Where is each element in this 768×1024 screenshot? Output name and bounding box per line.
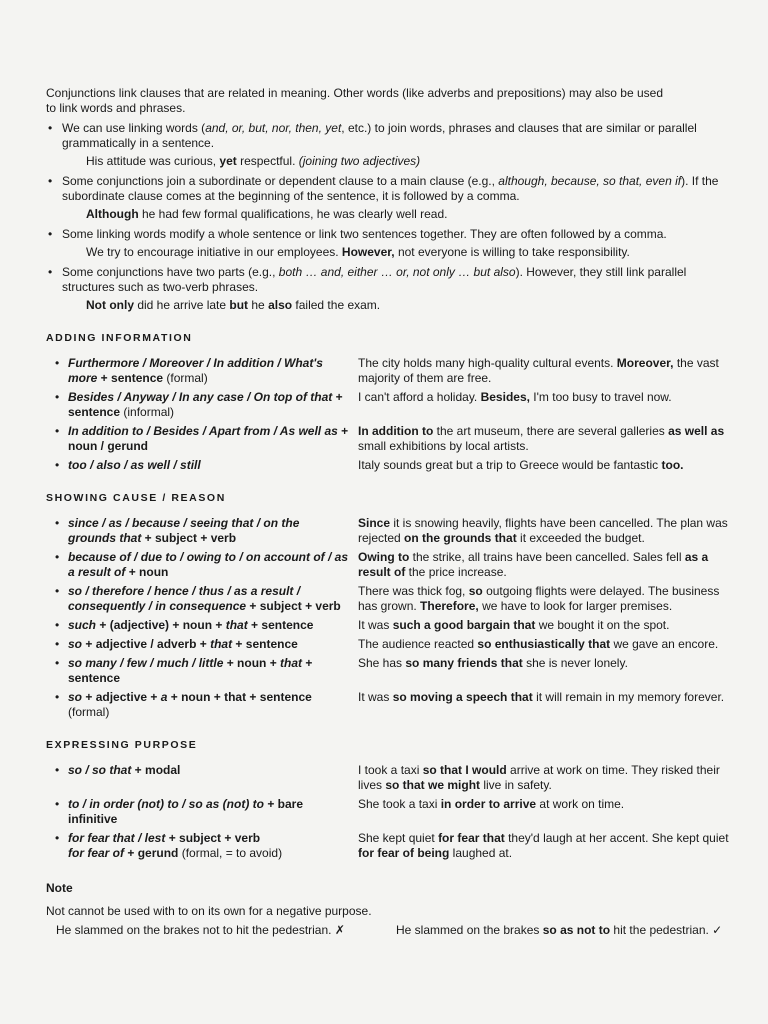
example-text: The audience reacted (358, 637, 478, 651)
grammar-page (46, 86, 736, 938)
example-cell (358, 550, 736, 580)
form-words: that (210, 637, 233, 651)
form-register: (formal) (163, 371, 208, 385)
form-pattern: + gerund (124, 846, 179, 860)
example-text: The city holds many high-quality cultural events. (358, 356, 617, 370)
example-keyword: Although (86, 207, 139, 221)
rule-example (46, 207, 736, 222)
note-examples (46, 923, 736, 938)
example-keyword: so as not to (542, 923, 611, 937)
example-note: (joining two adjectives) (298, 154, 421, 168)
example-text: He slammed on the brakes (396, 923, 543, 937)
example-keyword: so (468, 584, 483, 598)
example-text: His attitude was curious, (86, 154, 220, 168)
example-cell (358, 831, 736, 861)
table-row (46, 690, 736, 720)
form-words: Furthermore / Moreover / In addition / What's more (68, 356, 323, 385)
example-text: outgoing flights were delayed. The business has grown. (358, 584, 720, 613)
bullet-text: Some conjunctions join a subordinate or dependent clause to a main clause (e.g., (62, 174, 499, 188)
example-text: at work on time. (536, 797, 625, 811)
example-keyword: Since (358, 516, 391, 530)
bullet-text: ). However, they still link parallel structures such as two-verb phrases. (62, 265, 687, 294)
example-cell (358, 458, 736, 473)
example-text: She took a taxi (358, 797, 441, 811)
rule-example (46, 298, 736, 313)
form-cell (46, 637, 358, 652)
table-row (46, 797, 736, 827)
form-words: so (68, 637, 83, 651)
form-register: (formal, = to avoid) (178, 846, 283, 860)
bullet-text: Some linking words modify a whole sentence or link two sentences together. They are often followed by a comma. (62, 227, 667, 241)
example-text: I'm too busy to travel now. (529, 390, 672, 404)
form-cell (46, 356, 358, 386)
example-text: live in safety. (480, 778, 552, 792)
form-pattern: + (adjective) + noun + (96, 618, 226, 632)
example-text: they'd laugh at her accent. She kept quiet (504, 831, 729, 845)
form-cell (46, 690, 358, 720)
form-pattern: + subject + verb (246, 599, 341, 613)
example-keyword: for fear that (438, 831, 505, 845)
example-text: not everyone is willing to take responsibility. (394, 245, 630, 259)
intro-line-2: to link words and phrases. (46, 101, 186, 115)
example-keyword: Not only (86, 298, 134, 312)
example-text: we gave an encore. (610, 637, 719, 651)
bullet-linking-words: although, because, so that, even if (498, 174, 682, 188)
example-text: he had few formal qualifications, he was clearly well read. (138, 207, 448, 221)
example-text: There was thick fog, (358, 584, 469, 598)
form-words: such (68, 618, 97, 632)
example-keyword: but (229, 298, 249, 312)
section-heading-adding: ADDING INFORMATION (46, 332, 193, 344)
rule-bullet (46, 121, 736, 151)
rule-bullet (46, 174, 736, 204)
rule-bullet (46, 227, 736, 242)
intro-line-1: Conjunctions link clauses that are related in meaning. Other words (like adverbs and prepositions) may also be used (46, 86, 663, 100)
example-keyword: yet (219, 154, 237, 168)
form-pattern: + adjective / adverb + (82, 637, 211, 651)
example-cell (358, 763, 736, 793)
example-text: we bought it on the spot. (535, 618, 670, 632)
form-words: for fear of (68, 846, 125, 860)
form-register: (formal) (68, 705, 110, 719)
form-pattern: + noun + that + sentence (167, 690, 312, 704)
example-cell (358, 356, 736, 386)
section-heading-cause: SHOWING CAUSE / REASON (46, 492, 226, 504)
example-text: the vast majority of them are free. (358, 356, 719, 385)
example-cell (358, 656, 736, 686)
example-keyword: so that I would (422, 763, 507, 777)
form-words: that (225, 618, 248, 632)
table-row (46, 516, 736, 546)
form-words: since / as / because / seeing that / on the grounds that (68, 516, 300, 545)
form-pattern: + sentence (97, 371, 164, 385)
example-keyword: Moreover, (616, 356, 674, 370)
example-cell (358, 690, 736, 720)
form-cell (46, 797, 358, 827)
example-text: I took a taxi (358, 763, 423, 777)
example-keyword: also (268, 298, 293, 312)
form-pattern: + sentence (68, 656, 313, 685)
table-row (46, 656, 736, 686)
form-cell (46, 458, 358, 473)
form-cell (46, 831, 358, 861)
example-keyword: on the grounds that (404, 531, 517, 545)
example-cell (358, 390, 736, 420)
example-text: She has (358, 656, 406, 670)
section-heading-purpose: EXPRESSING PURPOSE (46, 739, 198, 751)
example-keyword: In addition to (358, 424, 434, 438)
form-words: because of / due to / owing to / on account of / as a result of (68, 550, 349, 579)
form-words: for fear that / lest (68, 831, 166, 845)
example-cell (358, 637, 736, 652)
bullet-linking-words: both … and, either … or, not only … but also (278, 265, 516, 279)
example-keyword: Therefore, (420, 599, 479, 613)
bullet-text: We can use linking words ( (62, 121, 206, 135)
bullet-text: ). If the subordinate clause comes at the beginning of the sentence, it is followed by a comma. (62, 174, 719, 203)
example-keyword: so that we might (385, 778, 481, 792)
example-keyword: so many friends that (405, 656, 523, 670)
form-words: too / also / as well / still (68, 458, 201, 472)
example-text: the price increase. (405, 565, 507, 579)
example-text: we have to look for larger premises. (478, 599, 673, 613)
example-keyword: as a result of (358, 550, 709, 579)
form-pattern: + sentence (232, 637, 298, 651)
table-row (46, 831, 736, 861)
example-text: It was (358, 618, 393, 632)
note-heading: Note (46, 881, 73, 895)
incorrect-example: He slammed on the brakes not to hit the pedestrian. ✗ (56, 923, 345, 937)
example-keyword: as well as (668, 424, 725, 438)
example-text: She kept quiet (358, 831, 439, 845)
example-text: the strike, all trains have been cancelled. Sales fell (409, 550, 685, 564)
example-text: he (248, 298, 269, 312)
example-keyword: such a good bargain that (392, 618, 536, 632)
example-keyword: However, (341, 245, 395, 259)
example-text: It was (358, 690, 393, 704)
table-row (46, 763, 736, 793)
example-text: small exhibitions by local artists. (358, 439, 529, 453)
example-text: laughed at. (449, 846, 513, 860)
example-cell (358, 584, 736, 614)
form-pattern: + adjective + (82, 690, 161, 704)
example-text: it is snowing heavily, flights have been cancelled. The plan was rejected (358, 516, 728, 545)
form-words: that (280, 656, 303, 670)
table-row (46, 424, 736, 454)
example-cell (358, 797, 736, 827)
example-cell (358, 424, 736, 454)
form-cell (46, 424, 358, 454)
bullet-text: , etc.) to join words, phrases and clauses that are similar or parallel grammatically in a sentence. (62, 121, 697, 150)
example-text: respectful. (236, 154, 299, 168)
example-text: failed the exam. (292, 298, 381, 312)
example-text: arrive at work on time. They risked their lives (358, 763, 720, 792)
form-pattern: + bare infinitive (68, 797, 304, 826)
rule-example (46, 245, 736, 260)
form-cell (46, 584, 358, 614)
correct-example (396, 923, 736, 938)
form-pattern: + noun + (223, 656, 281, 670)
rule-bullet (46, 265, 736, 295)
table-row (46, 618, 736, 633)
example-text: she is never lonely. (522, 656, 628, 670)
form-cell (46, 656, 358, 686)
example-text: hit the pedestrian. ✓ (610, 923, 723, 937)
intro (46, 86, 736, 116)
bullet-text: Some conjunctions have two parts (e.g., (62, 265, 279, 279)
form-pattern: + subject + verb (165, 831, 261, 845)
example-keyword: Besides, (480, 390, 530, 404)
form-words: In addition to / Besides / Apart from / As well as (68, 424, 338, 438)
form-cell (46, 516, 358, 546)
form-cell (46, 763, 358, 793)
example-keyword: so moving a speech that (392, 690, 533, 704)
example-cell (358, 618, 736, 633)
example-keyword: too. (661, 458, 684, 472)
example-text: the art museum, there are several galleries (433, 424, 669, 438)
form-pattern: + sentence (68, 390, 343, 419)
form-pattern: + noun (125, 565, 169, 579)
table-row (46, 637, 736, 652)
form-cell (46, 618, 358, 633)
example-text: it will remain in my memory forever. (532, 690, 725, 704)
form-pattern: + sentence (247, 618, 314, 632)
rule-example (46, 154, 736, 169)
form-words: so / so that (68, 763, 132, 777)
form-register: (informal) (120, 405, 175, 419)
table-row (46, 390, 736, 420)
note-text: Not cannot be used with to on its own for a negative purpose. (46, 904, 372, 918)
form-words: so / therefore / hence / thus / as a result / consequently / in consequence (68, 584, 301, 613)
example-cell (358, 516, 736, 546)
form-cell (46, 390, 358, 420)
form-words: to / in order (not) to / so as (not) to (68, 797, 264, 811)
form-pattern: + modal (131, 763, 181, 777)
example-text: did he arrive late (134, 298, 230, 312)
example-keyword: in order to arrive (440, 797, 537, 811)
example-keyword: so enthusiastically that (477, 637, 611, 651)
example-text: We try to encourage initiative in our employees. (86, 245, 342, 259)
example-text: Italy sounds great but a trip to Greece would be fantastic (358, 458, 662, 472)
form-cell (46, 550, 358, 580)
table-row (46, 550, 736, 580)
form-words: a (160, 690, 168, 704)
table-row (46, 584, 736, 614)
example-keyword: Owing to (358, 550, 410, 564)
table-row (46, 458, 736, 473)
form-words: so (68, 690, 83, 704)
example-text: I can't afford a holiday. (358, 390, 481, 404)
example-text: it exceeded the budget. (516, 531, 645, 545)
table-row (46, 356, 736, 386)
bullet-linking-words: and, or, but, nor, then, yet (205, 121, 342, 135)
form-words: Besides / Anyway / In any case / On top of that (68, 390, 333, 404)
form-pattern: + noun / gerund (68, 424, 349, 453)
example-keyword: for fear of being (358, 846, 450, 860)
form-words: so many / few / much / little (68, 656, 224, 670)
form-pattern: + subject + verb (141, 531, 237, 545)
